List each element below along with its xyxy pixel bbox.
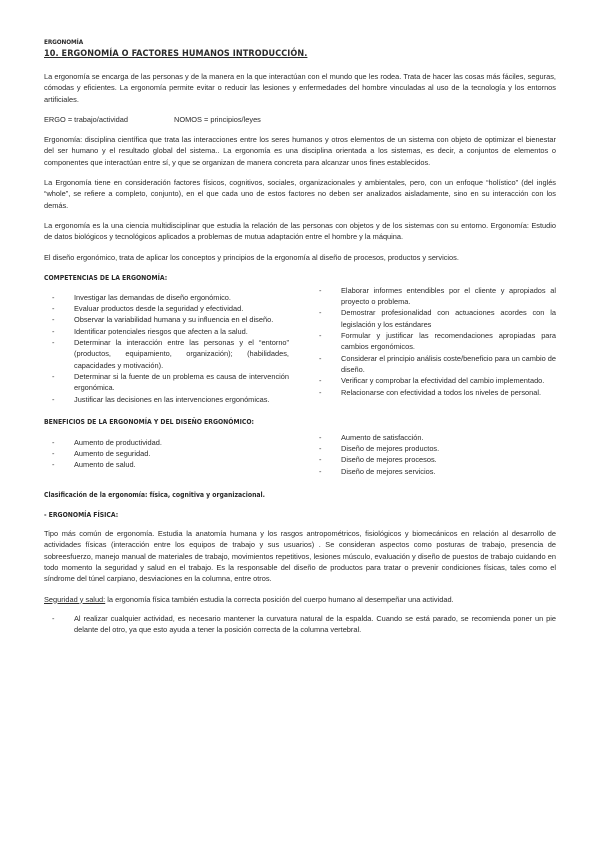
posture-list [44,613,556,636]
multidisciplinary-paragraph: La ergonomía es la una ciencia multidisciplinar que estudia la relación de las personas con objetos y de los sistemas con su entorno. Ergonomía: Estudio de datos biológicos y tecnológicos aplicados a problemas de mutua adaptación entre el hombre y la máquina. [44,220,556,242]
list-item: - Al realizar cualquier actividad, es necesario mantener la curvatura natural de la espalda. Cuando se está parado, se recomienda poner un pie delante del otro, ya que esto ayuda a tener la posición correcta de la columna vertebral. [44,613,556,636]
list-item: - Considerar el principio análisis coste/beneficio para un cambio de diseño. [311,353,556,376]
seguridad-paragraph [44,594,556,605]
ergonomia-fisica-heading: - ERGONOMÍA FÍSICA: [44,511,119,520]
seguridad-text: la ergonomía física también estudia la correcta posición del cuerpo humano al desempeñar una actividad. [105,594,454,604]
intro-paragraph: La ergonomía se encarga de las personas y de la manera en la que interactúan con el mundo que les rodea. Trata de hacer las cosas más fáciles, seguras, cómodas y eficientes. La ergonomía permite evitar o reducir las lesiones y enfermedades del hombre vinculadas al uso de la tecnología y los entornos artificiales. [44,72,556,104]
list-item: - Relacionarse con efectividad a todos los niveles de personal. [311,387,556,398]
list-item: - Diseño de mejores servicios. [311,466,556,477]
competencias-heading: COMPETENCIAS DE LA ERGONOMÍA: [44,273,168,282]
competencias-left-column [44,274,289,405]
list-item: - Investigar las demandas de diseño ergonómico. [44,292,289,303]
list-item: - Formular y justificar las recomendaciones apropiadas para cambios ergonómicos. [311,330,556,353]
competencias-right-list [311,285,556,398]
clasificacion-heading: Clasificación de la ergonomía: física, cognitiva y organizacional. [44,491,265,500]
beneficios-left-list [44,437,289,471]
list-item: - Verificar y comprobar la efectividad del cambio implementado. [311,375,556,386]
beneficios-right-list [311,432,556,477]
competencias-right-column [311,274,556,405]
competencias-left-list [44,292,289,405]
list-item: - Evaluar productos desde la seguridad y efectividad. [44,303,289,314]
beneficios-right-column [311,418,556,477]
list-item: - Aumento de productividad. [44,437,289,448]
header-label: ERGONOMÍA [44,38,84,46]
list-item: - Aumento de seguridad. [44,448,289,459]
ergo-definition: ERGO = trabajo/actividad [44,114,129,124]
beneficios-left-column [44,418,289,477]
seguridad-label: Seguridad y salud: [44,594,106,604]
list-item: - Aumento de salud. [44,459,289,470]
page-title: 10. ERGONOMÍA O FACTORES HUMANOS INTRODUCCIÓN. [44,49,308,59]
list-item: - Diseño de mejores procesos. [311,454,556,465]
list-item: - Determinar la interacción entre las personas y el “entorno” (productos, equipamiento, organización); (habilidades, capacidades y motivación). [44,337,289,371]
list-item: - Justificar las decisiones en las intervenciones ergonómicas. [44,394,289,405]
competencias-section [44,274,556,405]
beneficios-heading: BENEFICIOS DE LA ERGONOMÍA Y DEL DISEÑO ERGONÓMICO: [44,417,254,426]
etymology-line [44,114,556,125]
design-paragraph: El diseño ergonómico, trata de aplicar los conceptos y principios de la ergonomía al diseño de procesos, productos y servicios. [44,252,459,262]
page-content [44,38,556,635]
nomos-definition: NOMOS = principios/leyes [174,114,261,124]
definition-paragraph: Ergonomía: disciplina científica que trata las interacciones entre los seres humanos y otros elementos de un sistema con objeto de optimizar el bienestar del ser humano y el resultado global del sistema.. La ergonomía es una disciplina orientada a los sistemas, es decir, a conjuntos de elementos o componentes que interactúan entre sí, y que se organizan de manera concreta para alcanzar unos fines establecidos. [44,135,556,167]
list-item: - Demostrar profesionalidad con actuaciones acordes con la legislación y los estándares [311,307,556,330]
factors-paragraph: La Ergonomía tiene en consideración factores físicos, cognitivos, sociales, organizacionales y ambientales, pero, con un enfoque “holístico” (del inglés “whole”, se refiere a completo, conjunto), en el que cada uno de estos factores no deben ser analizados aisladamente, sino en su interacción con los demás. [44,178,556,210]
list-item: - Elaborar informes entendibles por el cliente y apropiados al proyecto o problema. [311,285,556,308]
beneficios-section [44,418,556,477]
list-item: - Determinar si la fuente de un problema es causa de intervención ergonómica. [44,371,289,394]
list-item: - Diseño de mejores productos. [311,443,556,454]
fisica-paragraph: Tipo más común de ergonomía. Estudia la anatomía humana y los rasgos antropométricos, fisiológicos y biomecánicos en relación al desarrollo de actividades físicas (interacción entre los equipos de trabajo y sus usuarios) . Se consideran aspectos como posturas de trabajo, presencia de sobreesfuerzo, manejo manual de materiales de trabajo, movimientos repetitivos, lesiones músculo, evaluación y diseño de puestos de trabajo cuidando en todo momento la seguridad y salud en el trabajo. Es la responsable del diseño de productos para tratar o prevenir condiciones físicas, tales como el síndrome del túnel carpiano, desviaciones en la columna, entre otros. [44,529,556,584]
list-item: - Aumento de satisfacción. [311,432,556,443]
list-item: - Observar la variabilidad humana y su influencia en el diseño. [44,314,289,325]
list-item: - Identificar potenciales riesgos que afecten a la salud. [44,326,289,337]
